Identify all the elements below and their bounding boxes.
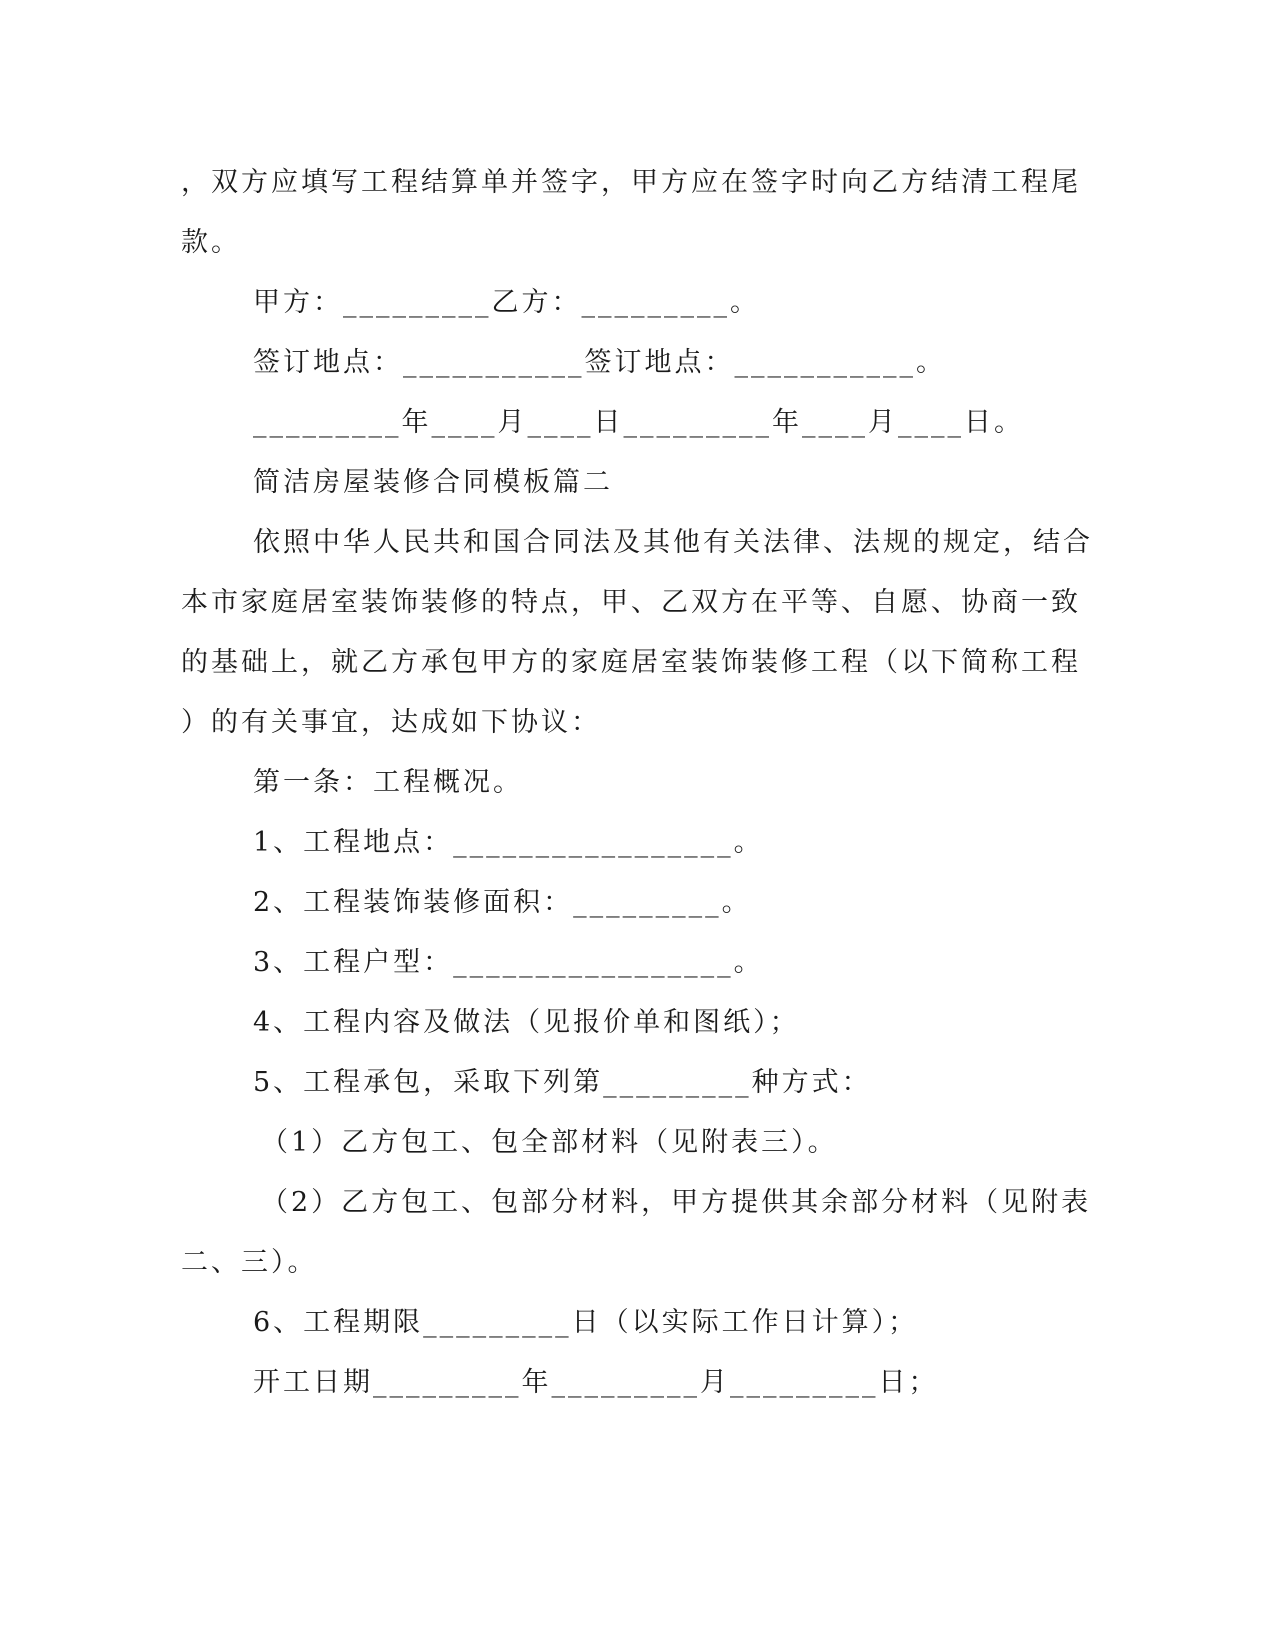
- paragraph-line: 本市家庭居室装饰装修的特点，甲、乙双方在平等、自愿、协商一致: [181, 587, 1081, 618]
- list-item: （1）乙方包工、包全部材料（见附表三）。: [261, 1127, 838, 1158]
- list-item: 6、工程期限_________日（以实际工作日计算）；: [253, 1307, 919, 1338]
- paragraph-line: 的基础上，就乙方承包甲方的家庭居室装饰装修工程（以下简称工程: [181, 647, 1081, 678]
- signature-party-line: 甲方：_________乙方：_________。: [253, 287, 760, 318]
- paragraph-line: 依照中华人民共和国合同法及其他有关法律、法规的规定，结合: [253, 527, 1093, 558]
- paragraph-line: ）的有关事宜，达成如下协议：: [181, 707, 601, 738]
- text-line: ，双方应填写工程结算单并签字，甲方应在签字时向乙方结清工程尾: [181, 167, 1081, 198]
- list-item: 2、工程装饰装修面积：_________。: [253, 887, 752, 918]
- document-body: [181, 153, 1093, 1413]
- list-item: 4、工程内容及做法（见报价单和图纸）；: [253, 1007, 800, 1038]
- article-heading: 第一条：工程概况。: [253, 767, 523, 798]
- list-item: 3、工程户型：_________________。: [253, 947, 764, 978]
- list-item: 1、工程地点：_________________。: [253, 827, 764, 858]
- list-item: （2）乙方包工、包部分材料，甲方提供其余部分材料（见附表: [261, 1187, 1092, 1218]
- text-line: 二、三）。: [181, 1247, 318, 1278]
- section-heading: 简洁房屋装修合同模板篇二: [253, 467, 613, 498]
- start-date-line: 开工日期_________年_________月_________日；: [253, 1367, 939, 1398]
- text-line: 款。: [181, 227, 241, 258]
- signing-date-line: _________年____月____日_________年____月____日。: [253, 407, 1024, 438]
- signing-place-line: 签订地点：___________签订地点：___________。: [253, 347, 946, 378]
- list-item: 5、工程承包，采取下列第_________种方式：: [253, 1067, 872, 1098]
